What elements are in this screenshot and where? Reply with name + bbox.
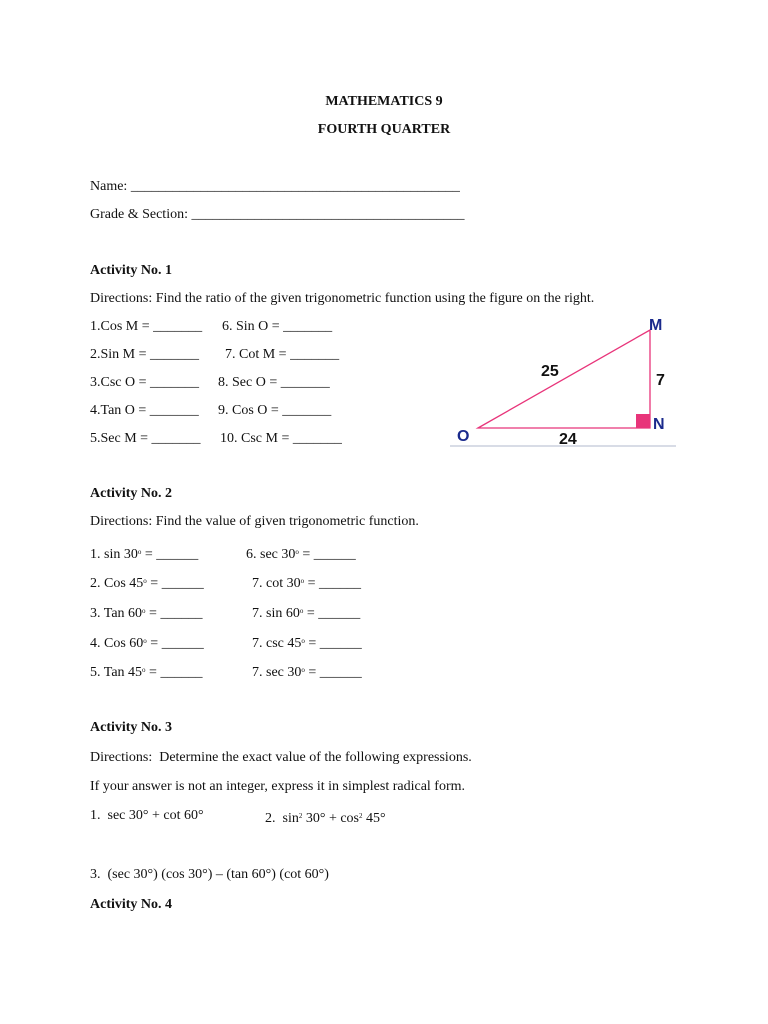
activity2-directions: Directions: Find the value of given trigonometric function. (90, 514, 419, 529)
a2-item-3: 3. Tan $60^o$ = ______ (90, 606, 203, 621)
a3-item-1: 1. sec 30° + cot 60° (90, 808, 204, 823)
triangle-omn (478, 330, 650, 428)
a1-item-3: 3.Csc O = _______ (90, 375, 200, 390)
activity3-heading: Activity No. 3 (90, 720, 173, 735)
quarter-title: FOURTH QUARTER (317, 122, 451, 137)
a2-item-1: 1. $\sin 30^o$ = ______ (90, 547, 199, 562)
name-label: Name: (90, 179, 131, 194)
degree-mark: o (143, 637, 147, 645)
a2-item-7b: 7. $\sin 60^o$ = ______ (252, 606, 361, 621)
vertex-n-label: N (653, 416, 665, 433)
degree-mark: o (137, 548, 142, 556)
degree-mark: o (300, 577, 305, 585)
a2-item-6: 6. $\sec 30^o$ = ______ (246, 547, 356, 562)
vertex-m-label: M (649, 317, 663, 334)
degree-mark: o (295, 548, 299, 556)
square-exponent: 2 (298, 812, 303, 820)
a1-item-9: 9. Cos O = _______ (218, 403, 332, 418)
square-exponent: 2 (359, 812, 363, 820)
activity1-heading: Activity No. 1 (90, 263, 173, 278)
activity4-heading: Activity No. 4 (90, 897, 173, 912)
subject-title: MATHEMATICS 9 (325, 94, 443, 109)
a1-item-7: 7. Cot M = _______ (225, 347, 340, 362)
opposite-label: 7 (656, 372, 665, 389)
a1-item-2: 2.Sin M = _______ (90, 347, 200, 362)
degree-mark: o (142, 666, 146, 674)
degree-mark: o (301, 637, 305, 645)
name-field (90, 179, 460, 195)
grade-section-field (90, 207, 464, 223)
right-angle-marker (636, 414, 650, 428)
a1-item-1: 1.Cos M = _______ (90, 319, 203, 334)
a1-item-8: 8. Sec O = _______ (218, 375, 330, 390)
vertex-o-label: O (457, 428, 470, 445)
a1-item-6: 6. Sin O = _______ (222, 319, 333, 334)
a1-item-10: 10. Csc M = _______ (220, 431, 342, 446)
hypotenuse-label: 25 (541, 363, 559, 380)
activity3-directions-1: Directions: Determine the exact value of the following expressions. (90, 750, 472, 765)
activity1-directions: Directions: Find the ratio of the given trigonometric function using the figure on the right. (90, 291, 595, 306)
a1-item-4: 4.Tan O = _______ (90, 403, 199, 418)
activity2-heading: Activity No. 2 (90, 486, 173, 501)
a1-item-5: 5.Sec M = _______ (90, 431, 201, 446)
a2-item-5: 5. Tan $45^o$ = ______ (90, 665, 203, 680)
grade-blank: _______________________________________ (191, 207, 465, 222)
a2-item-7d: 7. $\sec 30^o$ = ______ (252, 665, 362, 680)
a2-item-4: 4. Cos $60^o$ = ______ (90, 636, 204, 651)
degree-mark: o (299, 607, 304, 615)
a3-item-2: 2. $\sin^2 30^\circ + \cos^2 45^\circ$ (265, 811, 386, 826)
a2-item-7a: 7. $\cot 30^o$ = ______ (252, 576, 362, 591)
activity3-directions-2: If your answer is not an integer, express it in simplest radical form. (90, 779, 466, 794)
a2-item-2: 2. Cos $45^o$ = ______ (90, 576, 204, 591)
name-blank: _______________________________________________ (130, 179, 460, 194)
degree-mark: o (143, 577, 147, 585)
a2-item-7c: 7. $\csc 45^o$ = ______ (252, 636, 362, 651)
right-triangle-figure (448, 310, 680, 455)
grade-label: Grade & Section: (90, 207, 192, 222)
degree-mark: o (142, 607, 146, 615)
adjacent-label: 24 (559, 431, 577, 448)
a3-item-3: 3. (sec 30°) (cos 30°) – (tan 60°) (cot 60°) (90, 867, 329, 882)
degree-mark: o (301, 666, 305, 674)
